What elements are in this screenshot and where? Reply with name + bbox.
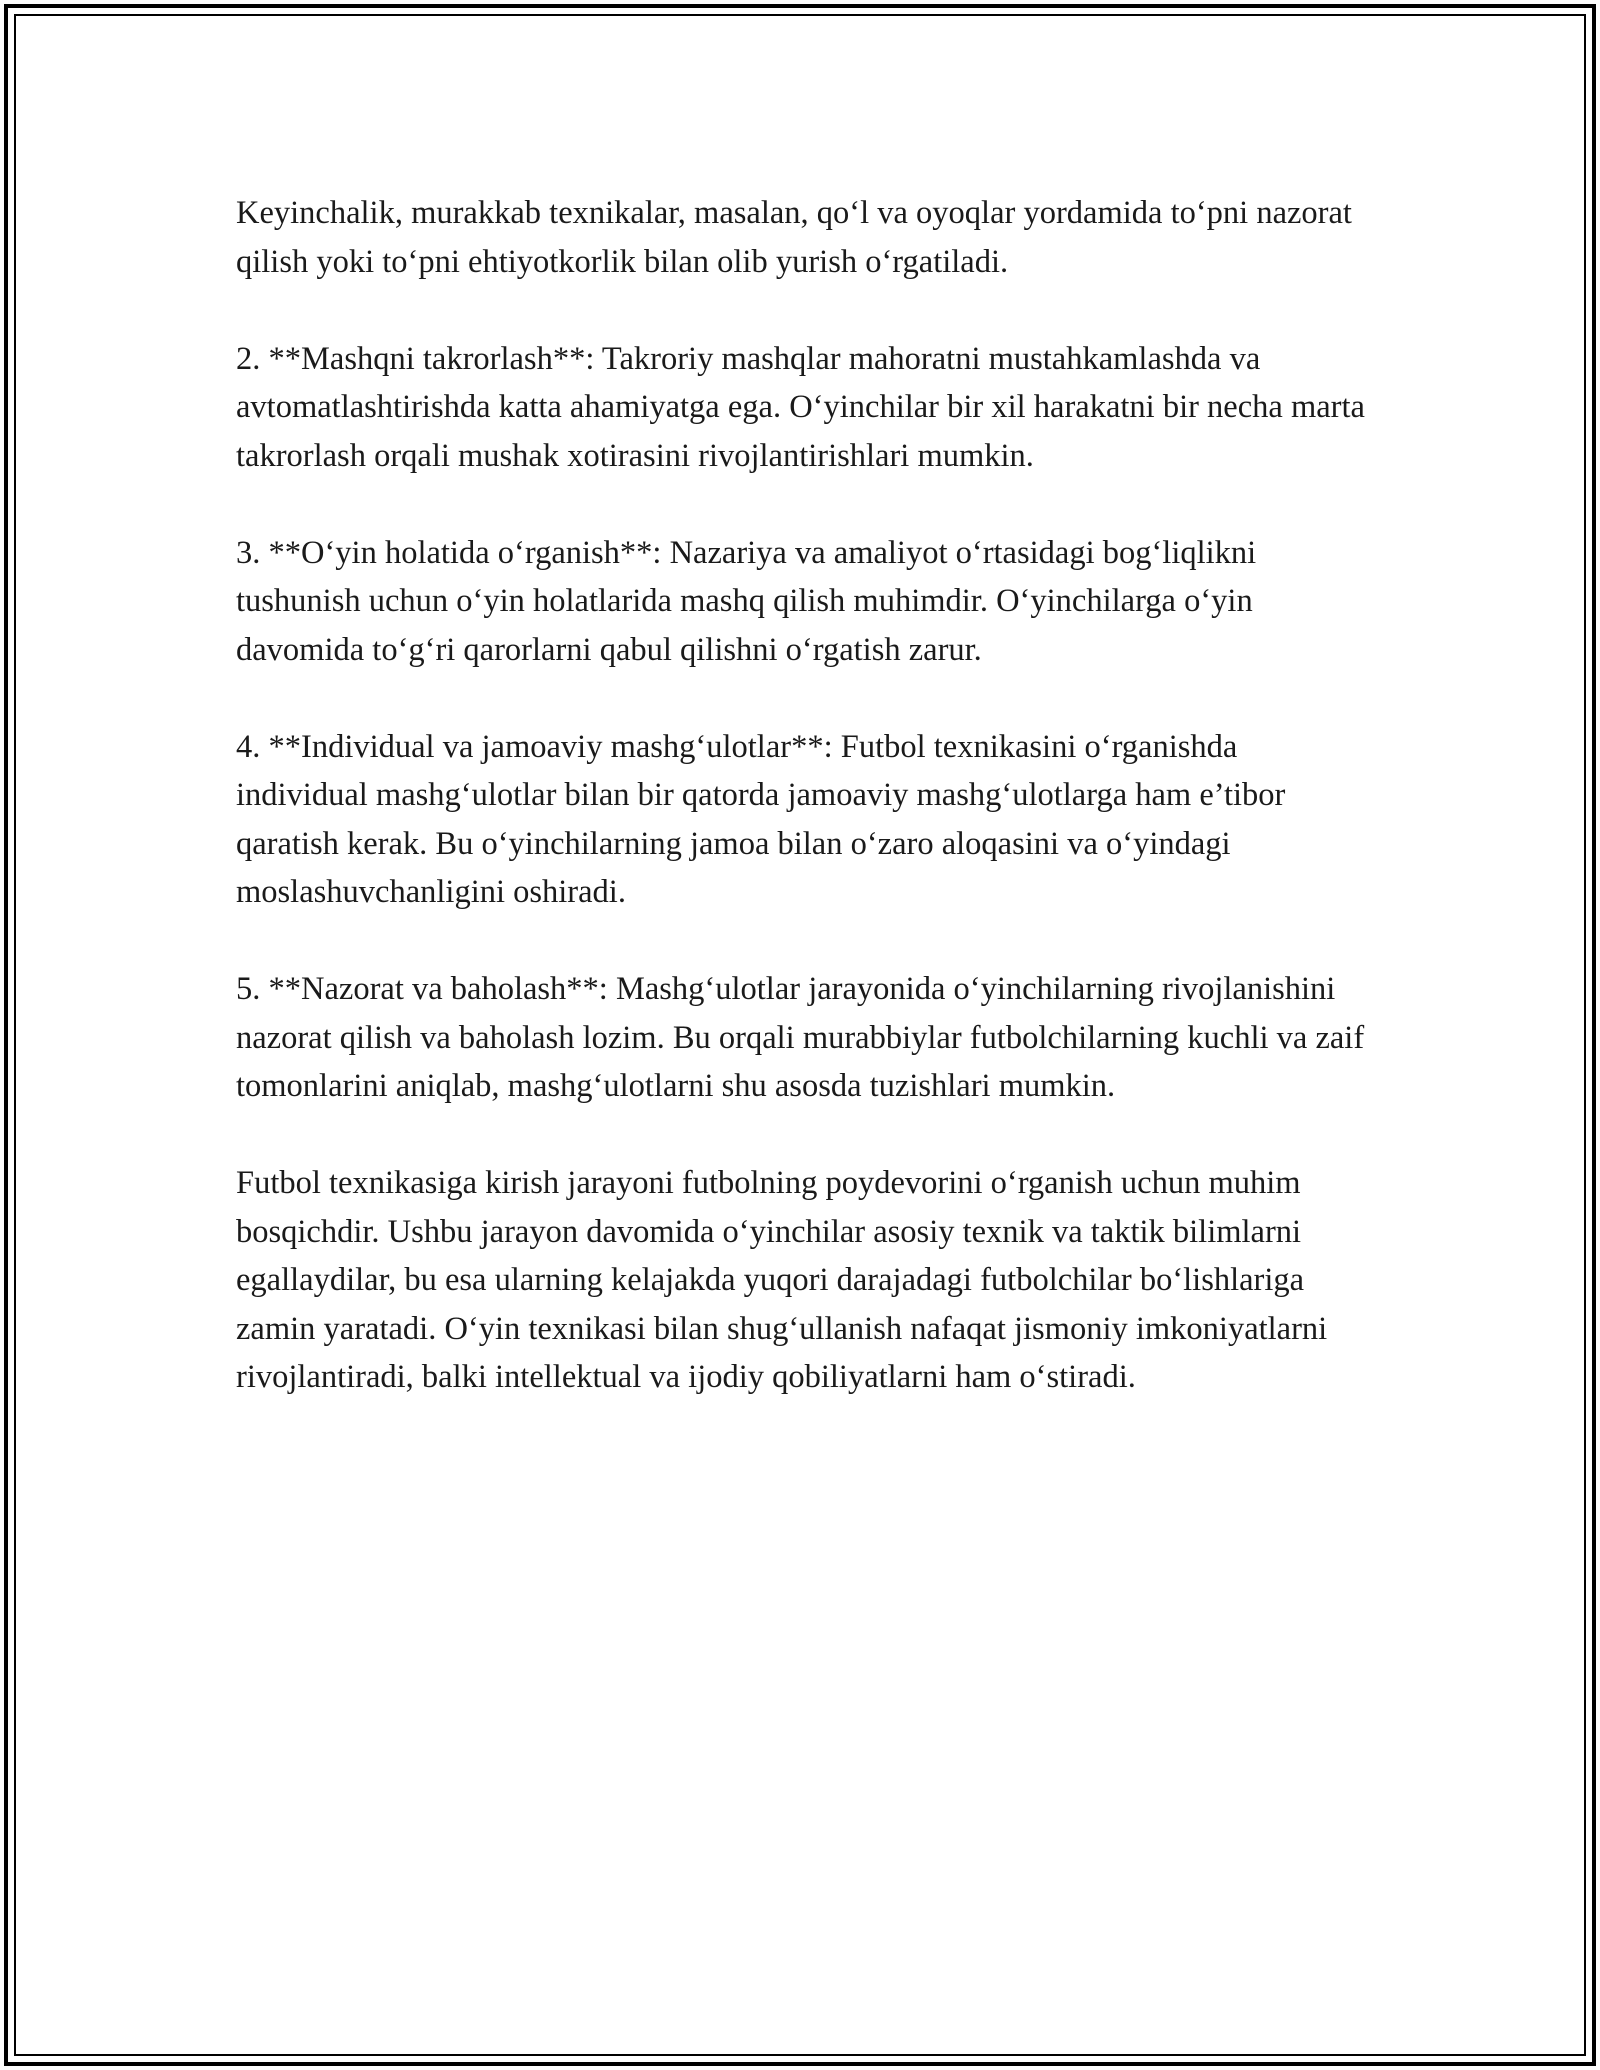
paragraph-intro-continuation: Keyinchalik, murakkab texnikalar, masalan, qo‘l va oyoqlar yordamida to‘pni nazorat qilish yoki to‘pni ehtiyotkorlik bilan olib yurish o‘rgatiladi. xyxy=(236,195,1352,280)
paragraph-item-5-control-assessment: 5. **Nazorat va baholash**: Mashg‘ulotlar jarayonida o‘yinchilarning rivojlanishini nazorat qilish va baholash lozim. Bu orqali murabbiylar futbolchilarning kuchli va zaif tomonlarini aniqlab, mashg‘ulotlarni shu asosda tuzishlari mumkin. xyxy=(236,971,1365,1104)
paragraph-item-4-individual-team: 4. **Individual va jamoaviy mashg‘ulotlar**: Futbol texnikasini o‘rganishda individual mashg‘ulotlar bilan bir qatorda jamoaviy mashg‘ulotlarga ham e’tibor qaratish kerak. Bu o‘yinchilarning jamoa bilan o‘zaro aloqasini va o‘yindagi moslashuvchanligini oshiradi. xyxy=(236,728,1286,910)
paragraph-item-2-repetition: 2. **Mashqni takrorlash**: Takroriy mashqlar mahoratni mustahkamlashda va avtomatlashtirishda katta ahamiyatga ega. O‘yinchilar bir xil harakatni bir necha marta takrorlash orqali mushak xotirasini rivojlantirishlari mumkin. xyxy=(236,340,1365,474)
paragraph-item-3-game-situation: 3. **O‘yin holatida o‘rganish**: Nazariya va amaliyot o‘rtasidagi bog‘liqlikni tushunish uchun o‘yin holatlarida mashq qilish muhimdir. O‘yinchilarga o‘yin davomida to‘g‘ri qarorlarni qabul qilishni o‘rgatish zarur. xyxy=(236,534,1257,668)
document-body xyxy=(236,189,1376,1402)
paragraph-conclusion: Futbol texnikasiga kirish jarayoni futbolning poydevorini o‘rganish uchun muhim bosqichdir. Ushbu jarayon davomida o‘yinchilar asosiy texnik va taktik bilimlarni egallaydilar, bu esa ularning kelajakda yuqori darajadagi futbolchilar bo‘lishlariga zamin yaratadi. O‘yin texnikasi bilan shug‘ullanish nafaqat jismoniy imkoniyatlarni rivojlantiradi, balki intellektual va ijodiy qobiliyatlarni ham o‘stiradi. xyxy=(236,1165,1328,1395)
